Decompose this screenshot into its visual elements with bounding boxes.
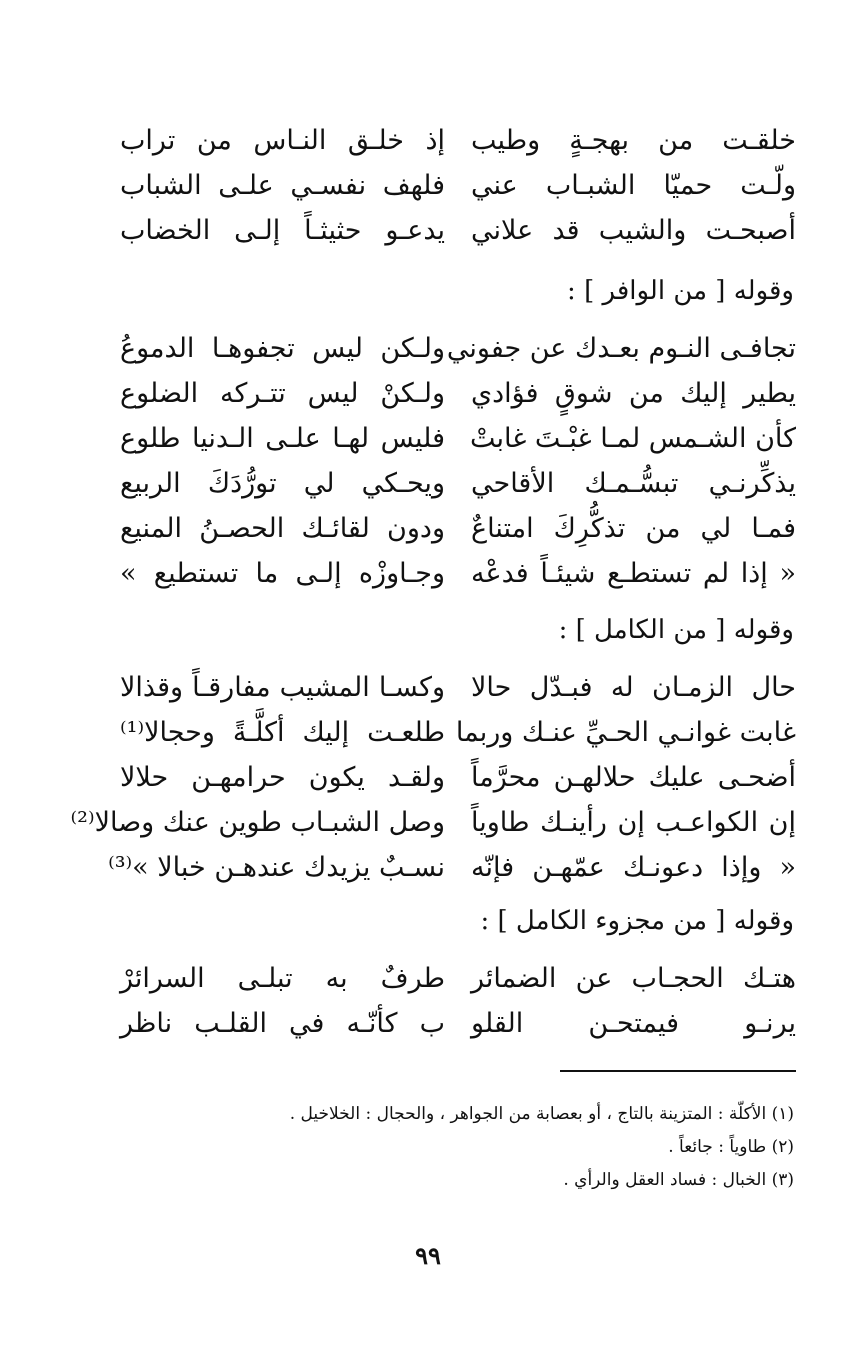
second-hemistich: وجـاوزْه إلـى ما تستطيع » — [120, 558, 445, 589]
verse — [120, 956, 796, 1001]
first-hemistich: يطير إليك من شوقٍ فؤادي — [471, 378, 796, 409]
page-number: ٩٩ — [415, 1241, 441, 1270]
verse — [120, 326, 796, 371]
verse — [120, 118, 796, 163]
verse — [120, 755, 796, 800]
verse — [70, 800, 796, 845]
verse — [120, 665, 796, 710]
second-hemistich: نسـبٌ يزيدك عندهـن خبالا »⁽³⁾ — [108, 852, 445, 883]
verse — [120, 163, 796, 208]
second-hemistich: وكسـا المشيب مفارقـاً وقذالا — [120, 672, 445, 703]
first-hemistich: غابت غوانـي الحـيِّ عنـك وربما — [455, 717, 796, 748]
first-hemistich: كأن الشـمس لمـا غبْـتَ غابتْ — [469, 423, 796, 454]
verse — [120, 551, 796, 596]
section-heading: وقوله [ من مجزوء الكامل ] : — [480, 906, 794, 936]
footnote: (٣) الخبال : فساد العقل والرأي . — [563, 1170, 794, 1190]
first-hemistich: حال الزمـان له فبـدّل حالا — [471, 672, 796, 703]
first-hemistich: « إذا لم تستطـع شيئـاً فدعْه — [471, 558, 796, 589]
verse — [120, 1001, 796, 1046]
second-hemistich: ولـكن ليس تجفوهـا الدموعُ — [120, 333, 445, 364]
second-hemistich: ولـكنْ ليس تتـركه الضلوع — [120, 378, 445, 409]
verse — [120, 506, 796, 551]
first-hemistich: تجافـى النـوم بعـدك عن جفوني — [446, 333, 796, 364]
first-hemistich: أصبحـت والشيب قد علاني — [471, 215, 796, 246]
second-hemistich: ودون لقائـك الحصـنُ المنيع — [120, 513, 445, 544]
stanza-1 — [120, 118, 796, 253]
section-heading: وقوله [ من الكامل ] : — [558, 615, 794, 645]
first-hemistich: فمـا لي من تذكُّرِكَ امتناعٌ — [471, 513, 796, 544]
first-hemistich: ولّـت حميّا الشبـاب عني — [471, 170, 796, 201]
verse — [120, 208, 796, 253]
second-hemistich: ب كأنّـه في القلـب ناظر — [120, 1008, 445, 1039]
stanza-4 — [120, 956, 796, 1046]
first-hemistich: « وإذا دعونـك عمّهـن فإنّه — [471, 852, 796, 883]
second-hemistich: طلعـت إليك أكلَّـةً وحجالا⁽¹⁾ — [120, 717, 445, 748]
second-hemistich: إذ خلـق النـاس من تراب — [120, 125, 445, 156]
first-hemistich: خلقـت من بهجـةٍ وطيب — [471, 125, 796, 156]
footnote: (١) الأكلّة : المتزينة بالتاج ، أو بعصابة من الجواهر ، والحجال : الخلاخيل . — [289, 1104, 794, 1124]
second-hemistich: وصل الشبـاب طوين عنك وصالا⁽²⁾ — [70, 807, 445, 838]
first-hemistich: هتـك الحجـاب عن الضمائر — [471, 963, 796, 994]
second-hemistich: طرفٌ به تبلـى السرائرْ — [120, 963, 445, 994]
section-heading: وقوله [ من الوافر ] : — [567, 276, 794, 306]
footnote: (٢) طاوياً : جائعاً . — [668, 1137, 794, 1157]
stanza-2 — [120, 326, 796, 596]
second-hemistich: ولقـد يكون حرامهـن حلالا — [120, 762, 445, 793]
second-hemistich: ويحـكي لي تورُّدَكَ الربيع — [120, 468, 445, 499]
footnote-separator — [560, 1070, 796, 1072]
verse — [120, 416, 796, 461]
first-hemistich: يرنـو فيمتحـن القلو — [471, 1008, 796, 1039]
verse — [120, 461, 796, 506]
verse — [120, 710, 796, 755]
second-hemistich: فليس لهـا علـى الـدنيا طلوع — [120, 423, 445, 454]
first-hemistich: إن الكواعـب إن رأينـك طاوياً — [471, 807, 796, 838]
first-hemistich: أضحـى عليك حلالهـن محرَّماً — [471, 762, 796, 793]
first-hemistich: يذكِّرنـي تبسُّـمـك الأقاحي — [471, 468, 796, 499]
verse — [120, 371, 796, 416]
second-hemistich: يدعـو حثيثـاً إلـى الخضاب — [120, 215, 445, 246]
second-hemistich: فلهف نفسـي علـى الشباب — [120, 170, 445, 201]
footnotes — [290, 1098, 794, 1197]
verse — [108, 845, 796, 890]
stanza-3 — [70, 665, 796, 890]
